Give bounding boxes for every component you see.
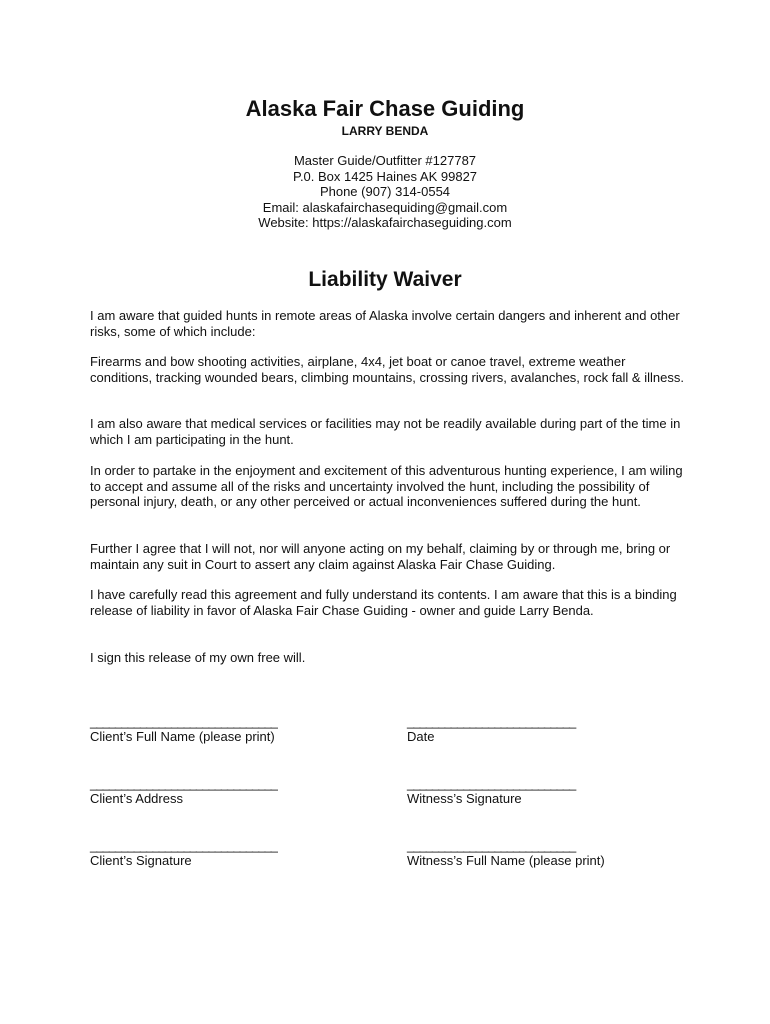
website-url: Website: https://alaskafairchaseguiding.com [258,215,512,230]
client-name-field[interactable] [90,714,277,744]
paragraph-risk-list: Firearms and bow shooting activities, airplane, 4x4, jet boat or canoe travel, extreme weather conditions, tracking wounded bears, climbing mountains, crossing rivers, avalanches, rock fall & illness. [90,354,684,385]
guide-license: Master Guide/Outfitter #127787 [293,153,477,168]
witness-name-label: Witness’s Full Name (please print) [407,853,605,868]
signature-line: ______________________________ [90,838,277,853]
mailing-address: P.0. Box 1425 Haines AK 99827 [292,168,478,184]
signature-line: ___________________________ [407,714,576,729]
paragraph-medical: I am also aware that medical services or facilities may not be readily available during part of the time in which I am participating in the hunt. [90,416,681,447]
witness-signature-field[interactable] [407,776,575,806]
signature-line: ______________________________ [90,714,277,729]
paragraph-release: I have carefully read this agreement and fully understand its contents. I am aware that this is a binding release of liability in favor of Alaska Fair Chase Guiding - owner and guide Larry Benda. [90,587,677,618]
paragraph-assume-risk: In order to partake in the enjoyment and excitement of this adventurous hunting experience, I am wiling to accept and assume all of the risks and uncertainty involved the hunt, including the possibility of personal injury, death, or any other perceived or actual inconveniences suffered during the hunt. [90,463,683,510]
waiver-title: Liability Waiver [308,268,462,291]
client-signature-field[interactable] [90,838,277,868]
signature-line: ___________________________ [407,838,576,853]
client-address-label: Client’s Address [90,791,183,806]
phone-number: Phone (907) 314-0554 [319,184,451,199]
date-field[interactable] [407,714,575,744]
client-name-label: Client’s Full Name (please print) [90,729,275,744]
paragraph-risks-intro: I am aware that guided hunts in remote areas of Alaska involve certain dangers and inherent and other risks, some of which include: [90,308,680,339]
owner-name: LARRY BENDA [341,124,429,138]
client-address-field[interactable] [90,776,277,806]
paragraph-no-suit: Further I agree that I will not, nor will anyone acting on my behalf, claiming by or through me, bring or maintain any suit in Court to assert any claim against Alaska Fair Chase Guiding. [90,541,671,572]
signature-line: ______________________________ [90,776,277,791]
date-label: Date [407,729,435,744]
paragraph-free-will: I sign this release of my own free will. [90,650,306,665]
client-signature-label: Client’s Signature [90,853,192,868]
contact-block [0,153,770,231]
witness-signature-label: Witness’s Signature [407,791,522,806]
company-title: Alaska Fair Chase Guiding [245,96,525,121]
signature-line: ___________________________ [407,776,576,791]
witness-name-field[interactable] [407,838,605,868]
email-address: Email: alaskafairchasequiding@gmail.com [262,199,508,215]
